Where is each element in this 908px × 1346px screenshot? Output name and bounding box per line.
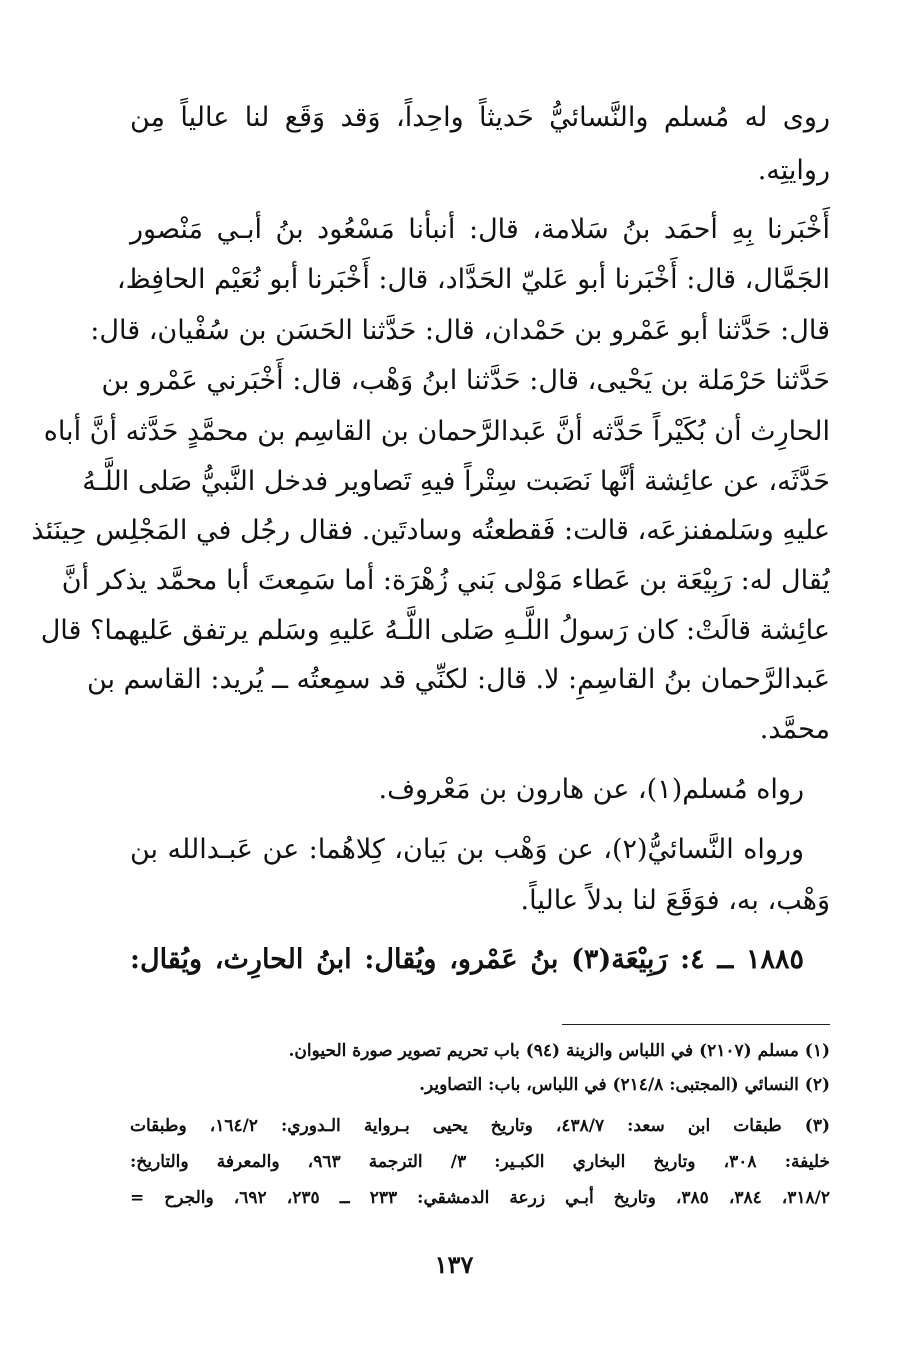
- text-line: الحارِث أن بُكَيْراً حَدَّثه أنَّ عَبدالرَّحمان بن القاسِم بن محمَّدٍ حَدَّثه أنَّ أباه: [43, 416, 830, 447]
- text-line: روايتِه.: [757, 155, 830, 186]
- text-line: قال: حَدَّثنا أبو عَمْرو بن حَمْدان، قال: حَدَّثنا الحَسَن بن سُفْيان، قال:: [90, 315, 830, 346]
- text-line: حَدَّثَه، عن عائِشة أنَّها نَصَبت سِتْراً فيهِ تَصاوير فدخل النَّبيُّ صَلى اللَّـهُ: [82, 466, 830, 497]
- text-line: محمَّد.: [759, 714, 830, 745]
- text-line: عَبدالرَّحمان بنُ القاسِمِ: لا. قال: لكنِّي قد سمِعتُه ــ يُريد: القاسم بن: [86, 664, 830, 695]
- text-line: وَهْب، به، فوَقَعَ لنا بدلاً عالياً.: [520, 885, 830, 916]
- text-line: عائِشة قالَتْ: كان رَسولُ اللَّـهِ صَلى اللَّـهُ عَليهِ وسَلم يرتفق عَليهما؟ قال: [40, 615, 830, 646]
- text-line: الجَمَّال، قال: أَخْبَرنا أبو عَليّ الحَدَّاد، قال: أَخْبَرنا أبو نُعَيْم الحافِظ،: [116, 264, 830, 295]
- footnote: (٣) طبقات ابن سعد: ٤٣٨/٧، وتاريخ يحيى بـرواية الـدوري: ١٦٤/٢، وطبقات: [130, 1116, 830, 1136]
- text-line: ورواه النَّسائيُّ(٢)، عن وَهْب بن بَيان، كِلاهُما: عن عَبـدالله بن: [130, 834, 804, 865]
- page-number: ١٣٧: [434, 1250, 474, 1279]
- text-line: يُقال له: رَبِيْعَة بن عَطاء مَوْلى بَني زُهْرَة: أما سَمِعتَ أبا محمَّد يذكر أنَّ: [61, 565, 830, 596]
- footnote: (١) مسلم (٢١٠٧) في اللباس والزينة (٩٤) باب تحريم تصوير صورة الحيوان.: [288, 1041, 830, 1061]
- footnote: خليفة: ٣٠٨، وتاريخ البخاري الكبـير: ٣/ الترجمة ٩٦٣، والمعرفة والتاريخ:: [130, 1152, 830, 1172]
- entry-heading: ١٨٨٥ ــ ٤: رَبِيْعَة(٣) بنُ عَمْرو، ويُقال: ابنُ الحارِث، ويُقال:: [130, 944, 805, 975]
- footnote-separator: [562, 1024, 830, 1025]
- text-line: أَخْبَرنا بِهِ أحمَد بنُ سَلامة، قال: أنبأنا مَسْعُود بنُ أبـي مَنْصور: [130, 214, 830, 245]
- text-line: روى له مُسلم والنَّسائيُّ حَديثاً واحِداً، وَقد وَقَع لنا عالياً مِن: [130, 102, 830, 133]
- text-line: عليهِ وسَلمفنزعَه، قالت: فَقطعتُه وسادتَين. فقال رجُل في المَجْلِس حِينَئذ: [31, 515, 830, 546]
- text-line: حَدَّثنا حَرْمَلة بن يَحْيى، قال: حَدَّثنا ابنُ وَهْب، قال: أَخْبَرني عَمْرو بن: [101, 365, 830, 396]
- footnote: (٢) النسائي (المجتبى: ٢١٤/٨) في اللباس، باب: التصاوير.: [419, 1075, 830, 1095]
- footnote: ٣١٨/٢، ٣٨٤، ٣٨٥، وتاريخ أبـي زرعة الدمشقي: ٢٣٣ ــ ٢٣٥، ٦٩٢، والجرح =: [130, 1188, 830, 1208]
- text-line: رواه مُسلم(١)، عن هارون بن مَعْروف.: [378, 774, 804, 805]
